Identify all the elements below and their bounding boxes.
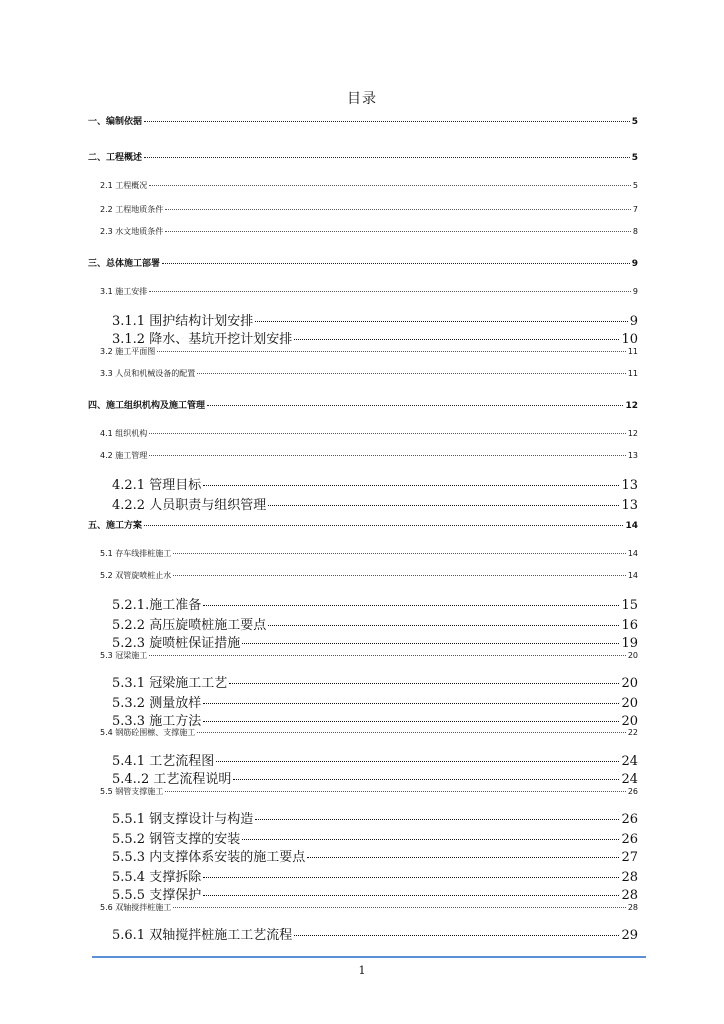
toc-leader-dots [149,433,626,434]
toc-entry-page: 11 [627,369,638,378]
toc-entry[interactable] [100,346,638,357]
toc-leader-dots [157,351,626,352]
toc-entry-label: 5.2.2 高压旋喷桩施工要点 [112,618,267,633]
toc-leader-dots [294,935,619,936]
toc-entry[interactable] [112,692,638,711]
toc-entry[interactable] [112,808,638,827]
toc-entry[interactable] [100,368,638,379]
toc-entry-label: 5.6 双轴搅拌桩施工 [100,903,172,912]
toc-entry-label: 4.2.1 管理目标 [112,478,202,493]
toc-entry[interactable] [88,518,638,531]
toc-entry-page: 5 [632,181,638,190]
toc-entry[interactable] [112,672,638,691]
toc-entry-page: 13 [621,478,638,493]
toc-leader-dots [207,405,623,406]
toc-entry-label: 四、施工组织机构及施工管理 [88,401,206,411]
toc-entry-page: 29 [621,928,638,943]
toc-leader-dots [165,231,631,232]
toc-entry-page: 9 [632,287,638,296]
toc-entry-page: 9 [629,314,638,329]
toc-entry-label: 一、编制依据 [88,117,143,127]
toc-entry-page: 16 [621,618,638,633]
toc-leader-dots [197,373,626,374]
toc-entry[interactable] [88,398,638,411]
toc-leader-dots [165,791,626,792]
toc-entry-page: 12 [625,401,638,411]
toc-entry-page: 28 [621,870,638,885]
toc-leader-dots [307,857,619,858]
toc-entry-page: 15 [621,598,638,613]
toc-entry[interactable] [88,150,638,163]
toc-entry-label: 5.2 双管旋喷桩止水 [100,571,172,580]
toc-leader-dots [162,263,630,264]
toc-entry-label: 5.2.1.施工准备 [112,598,202,613]
toc-entry[interactable] [100,180,638,191]
toc-leader-dots [149,291,631,292]
toc-entry-label: 2.3 水文地质条件 [100,227,164,236]
toc-leader-dots [149,455,626,456]
toc-entry-page: 5 [631,153,638,163]
toc-entry[interactable] [112,494,638,513]
toc-entry-label: 5.3 冠梁施工 [100,651,148,660]
toc-entry-page: 14 [625,521,638,531]
toc-entry[interactable] [88,256,638,269]
toc-entry[interactable] [100,727,638,738]
toc-entry[interactable] [100,570,638,581]
page-number: 1 [358,964,366,977]
toc-entry-page: 14 [627,549,638,558]
toc-entry-label: 3.1 施工安排 [100,287,148,296]
toc-entry[interactable] [112,768,638,787]
toc-entry-label: 三、总体施工部署 [88,259,161,269]
toc-entry-label: 5.5.5 支撑保护 [112,888,202,903]
toc-entry-label: 3.2 施工平面图 [100,347,156,356]
toc-leader-dots [203,895,619,896]
toc-entry-page: 28 [621,888,638,903]
toc-leader-dots [144,121,630,122]
toc-entry-label: 5.5 钢管支撑施工 [100,787,164,796]
toc-entry-page: 13 [621,498,638,513]
toc-entry-label: 5.5.4 支撑拆除 [112,870,202,885]
toc-leader-dots [203,485,619,486]
toc-entry-page: 19 [621,636,638,651]
toc-entry-page: 24 [621,772,638,787]
toc-entry-page: 14 [627,571,638,580]
toc-entry-label: 5.5.2 钢管支撑的安装 [112,832,241,847]
toc-entry-label: 3.3 人员和机械设备的配置 [100,369,196,378]
footer-divider [92,956,646,958]
toc-entry[interactable] [112,846,638,865]
toc-entry[interactable] [100,902,638,913]
toc-entry-page: 27 [621,850,638,865]
toc-entry[interactable] [100,226,638,237]
toc-entry[interactable] [112,632,638,651]
toc-entry[interactable] [112,750,638,769]
toc-entry-label: 3.1.1 围护结构计划安排 [112,314,254,329]
toc-entry-label: 5.4..2 工艺流程说明 [112,772,232,787]
toc-leader-dots [268,505,619,506]
toc-entry[interactable] [100,548,638,559]
toc-entry[interactable] [100,204,638,215]
toc-entry[interactable] [100,786,638,797]
toc-entry-page: 26 [627,787,638,796]
toc-leader-dots [242,839,619,840]
toc-entry-page: 12 [627,429,638,438]
toc-entry[interactable] [112,828,638,847]
toc-leader-dots [268,625,619,626]
toc-entry-page: 28 [627,903,638,912]
toc-leader-dots [203,605,619,606]
toc-entry[interactable] [112,474,638,493]
toc-entry-page: 13 [627,451,638,460]
toc-entry[interactable] [88,114,638,127]
toc-entry-label: 5.5.1 钢支撑设计与构造 [112,812,254,827]
toc-entry-page: 20 [627,651,638,660]
toc-entry[interactable] [100,650,638,661]
toc-entry-label: 5.1 存车线排桩施工 [100,549,172,558]
toc-entry-label: 二、工程概述 [88,153,143,163]
toc-entry-page: 10 [621,332,638,347]
toc-entry[interactable] [100,428,638,439]
toc-entry-page: 11 [627,347,638,356]
toc-entry-page: 9 [631,259,638,269]
toc-title: 目录 [347,91,377,107]
toc-entry[interactable] [112,924,638,943]
toc-leader-dots [255,321,628,322]
toc-leader-dots [203,703,619,704]
toc-leader-dots [197,732,626,733]
toc-entry[interactable] [112,884,638,903]
toc-leader-dots [255,819,619,820]
toc-entry-label: 5.5.3 内支撑体系安装的施工要点 [112,850,306,865]
toc-leader-dots [242,643,619,644]
toc-entry[interactable] [112,614,638,633]
toc-leader-dots [144,525,623,526]
toc-entry-label: 5.3.3 施工方法 [112,714,202,729]
toc-entry-page: 26 [621,812,638,827]
toc-leader-dots [149,185,631,186]
toc-entry[interactable] [112,328,638,347]
toc-entry[interactable] [112,310,638,329]
toc-leader-dots [165,209,631,210]
toc-entry-label: 2.1 工程概况 [100,181,148,190]
toc-entry-label: 五、施工方案 [88,521,143,531]
toc-entry-page: 24 [621,754,638,769]
toc-entry-page: 22 [627,728,638,737]
toc-entry-label: 2.2 工程地质条件 [100,205,164,214]
toc-entry[interactable] [112,866,638,885]
toc-entry-label: 5.4 钢筋砼围檩、支撑施工 [100,728,196,737]
toc-leader-dots [144,157,630,158]
toc-entry-page: 5 [631,117,638,127]
toc-entry-label: 5.3.1 冠梁施工工艺 [112,676,228,691]
toc-entry-page: 20 [621,696,638,711]
toc-entry-label: 3.1.2 降水、基坑开挖计划安排 [112,332,293,347]
toc-entry-page: 7 [632,205,638,214]
toc-leader-dots [203,877,619,878]
toc-leader-dots [233,779,619,780]
toc-leader-dots [173,907,626,908]
toc-leader-dots [149,655,626,656]
toc-entry[interactable] [112,594,638,613]
toc-leader-dots [294,339,619,340]
toc-entry-label: 4.2 施工管理 [100,451,148,460]
toc-entry-page: 8 [632,227,638,236]
toc-entry[interactable] [100,286,638,297]
toc-entry-page: 20 [621,676,638,691]
toc-entry-label: 4.2.2 人员职责与组织管理 [112,498,267,513]
toc-entry-label: 5.6.1 双轴搅拌桩施工工艺流程 [112,928,293,943]
toc-entry-page: 20 [621,714,638,729]
toc-leader-dots [173,575,626,576]
toc-leader-dots [173,553,626,554]
toc-entry-label: 4.1 组织机构 [100,429,148,438]
toc-leader-dots [216,761,619,762]
toc-entry-label: 5.2.3 旋喷桩保证措施 [112,636,241,651]
toc-leader-dots [203,721,619,722]
toc-entry-page: 26 [621,832,638,847]
toc-leader-dots [229,683,619,684]
toc-entry[interactable] [100,450,638,461]
toc-entry-label: 5.4.1 工艺流程图 [112,754,215,769]
toc-entry-label: 5.3.2 测量放样 [112,696,202,711]
